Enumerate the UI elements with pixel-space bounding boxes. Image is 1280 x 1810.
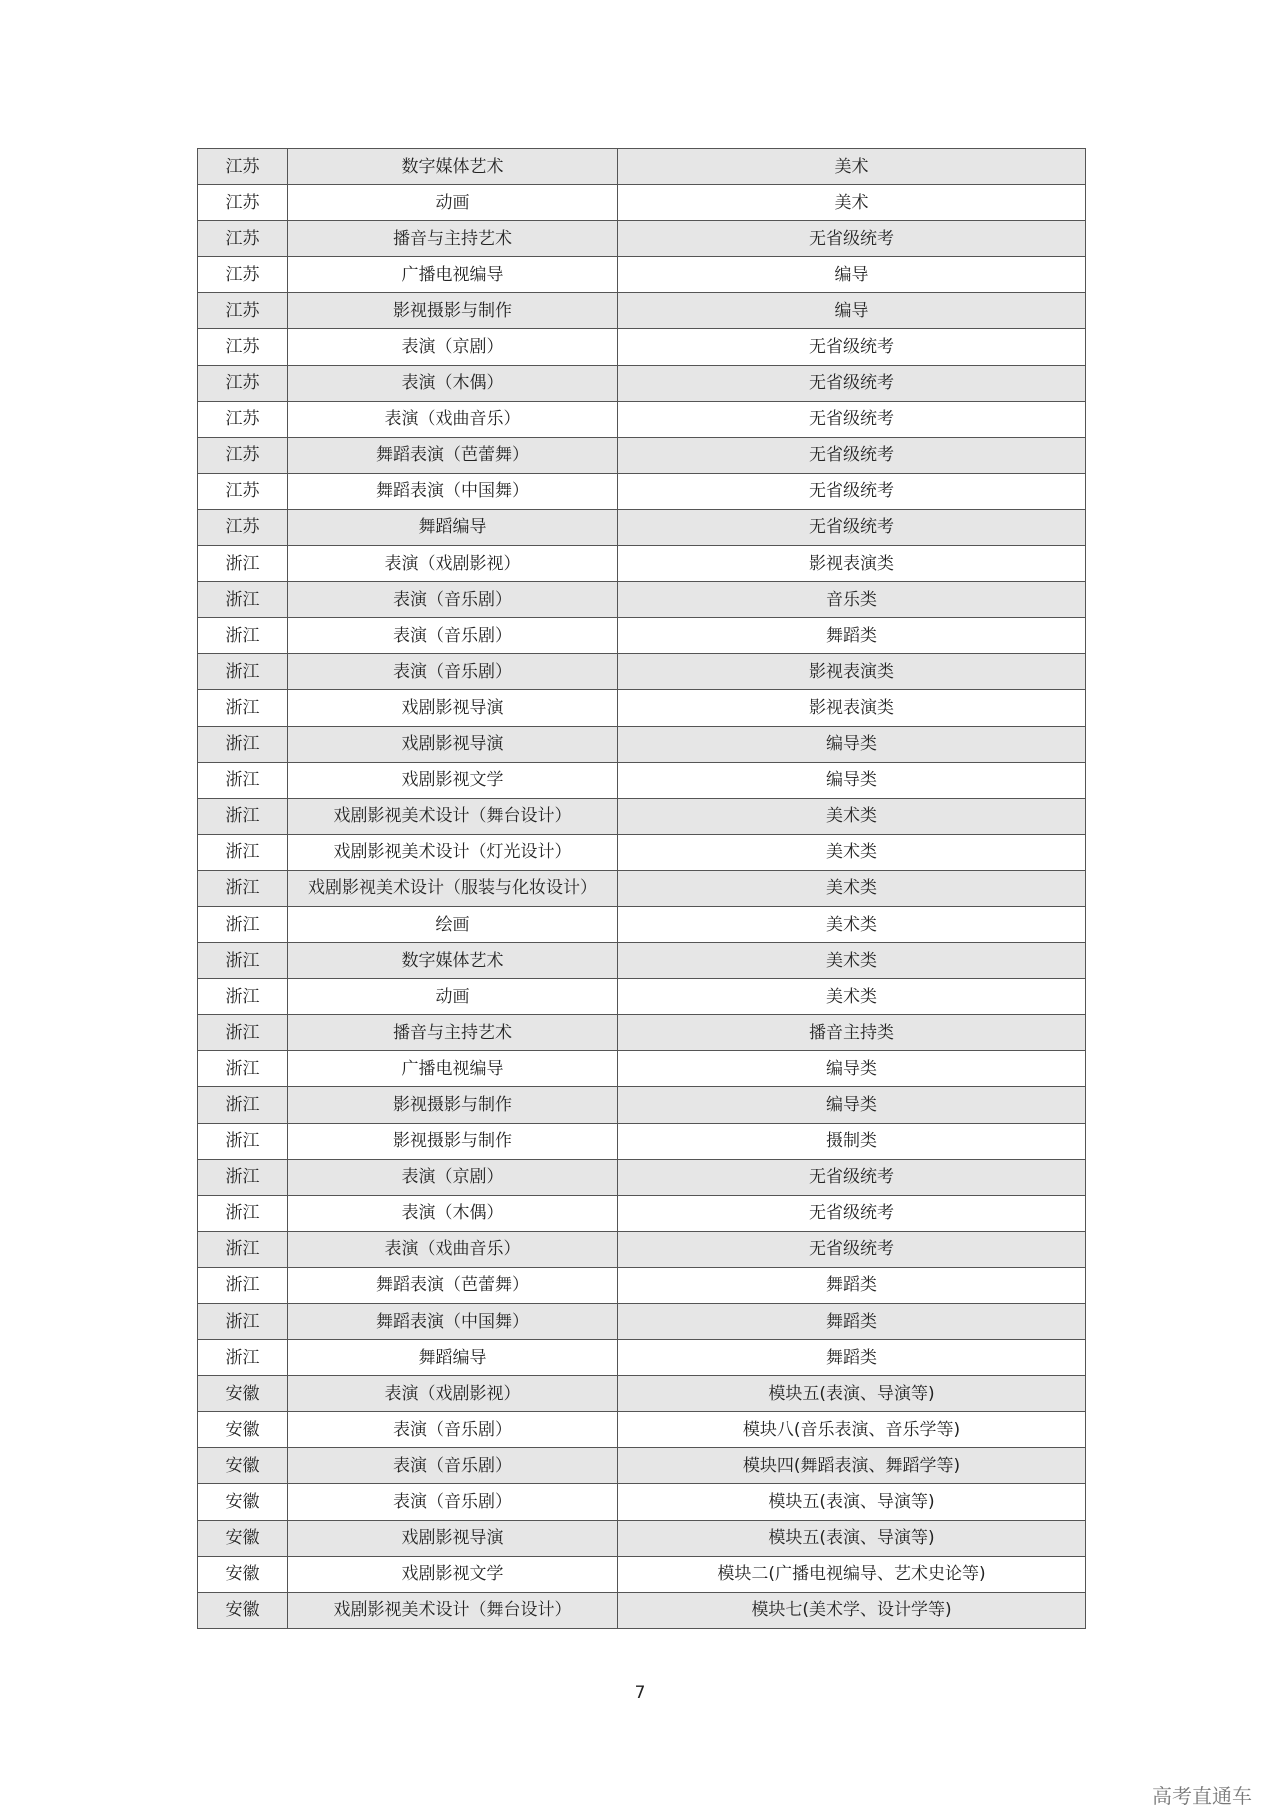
province-cell: 浙江 (198, 1231, 288, 1267)
exam-category-cell: 编导 (618, 293, 1086, 329)
major-cell: 表演（京剧） (288, 1159, 618, 1195)
province-cell: 安徽 (198, 1484, 288, 1520)
exam-category-cell: 美术类 (618, 979, 1086, 1015)
exam-category-cell: 模块四(舞蹈表演、舞蹈学等) (618, 1448, 1086, 1484)
exam-category-cell: 编导类 (618, 1087, 1086, 1123)
table-row (198, 546, 1086, 582)
exam-category-cell: 模块五(表演、导演等) (618, 1520, 1086, 1556)
major-cell: 表演（戏剧影视） (288, 1376, 618, 1412)
province-cell: 安徽 (198, 1592, 288, 1628)
major-cell: 戏剧影视美术设计（舞台设计） (288, 798, 618, 834)
province-cell: 江苏 (198, 401, 288, 437)
province-cell: 浙江 (198, 582, 288, 618)
major-cell: 影视摄影与制作 (288, 1123, 618, 1159)
table-row (198, 1376, 1086, 1412)
table-row (198, 365, 1086, 401)
exam-category-cell: 无省级统考 (618, 329, 1086, 365)
exam-category-cell: 美术类 (618, 798, 1086, 834)
province-cell: 浙江 (198, 1087, 288, 1123)
province-cell: 安徽 (198, 1412, 288, 1448)
data-table (197, 148, 1086, 1629)
province-cell: 浙江 (198, 943, 288, 979)
table-row (198, 943, 1086, 979)
province-cell: 安徽 (198, 1376, 288, 1412)
exam-category-cell: 编导类 (618, 762, 1086, 798)
table-row (198, 834, 1086, 870)
major-cell: 广播电视编导 (288, 1051, 618, 1087)
exam-category-cell: 美术类 (618, 870, 1086, 906)
major-cell: 戏剧影视美术设计（舞台设计） (288, 1592, 618, 1628)
exam-category-cell: 模块二(广播电视编导、艺术史论等) (618, 1556, 1086, 1592)
major-cell: 戏剧影视文学 (288, 762, 618, 798)
table-row (198, 618, 1086, 654)
province-cell: 江苏 (198, 365, 288, 401)
table-row (198, 906, 1086, 942)
exam-category-cell: 模块八(音乐表演、音乐学等) (618, 1412, 1086, 1448)
exam-category-cell: 音乐类 (618, 582, 1086, 618)
major-cell: 表演（木偶） (288, 1195, 618, 1231)
table-row (198, 1304, 1086, 1340)
province-cell: 江苏 (198, 473, 288, 509)
exam-category-cell: 舞蹈类 (618, 618, 1086, 654)
province-cell: 浙江 (198, 1123, 288, 1159)
exam-category-cell: 美术类 (618, 834, 1086, 870)
province-cell: 浙江 (198, 834, 288, 870)
province-cell: 浙江 (198, 654, 288, 690)
major-cell: 戏剧影视导演 (288, 690, 618, 726)
table-row (198, 149, 1086, 185)
province-cell: 浙江 (198, 762, 288, 798)
table-row (198, 473, 1086, 509)
major-cell: 舞蹈编导 (288, 1340, 618, 1376)
table-row (198, 870, 1086, 906)
table-row (198, 1015, 1086, 1051)
table-row (198, 1340, 1086, 1376)
table-row (198, 401, 1086, 437)
major-cell: 舞蹈编导 (288, 509, 618, 545)
table-row (198, 509, 1086, 545)
table-row (198, 329, 1086, 365)
table-row (198, 293, 1086, 329)
major-cell: 表演（音乐剧） (288, 654, 618, 690)
table-row (198, 979, 1086, 1015)
exam-category-cell: 舞蹈类 (618, 1267, 1086, 1303)
province-cell: 安徽 (198, 1520, 288, 1556)
table-row (198, 1267, 1086, 1303)
table-row (198, 1123, 1086, 1159)
exam-category-cell: 美术类 (618, 943, 1086, 979)
table-row (198, 257, 1086, 293)
exam-category-cell: 模块五(表演、导演等) (618, 1484, 1086, 1520)
exam-category-cell: 影视表演类 (618, 690, 1086, 726)
exam-category-cell: 无省级统考 (618, 221, 1086, 257)
exam-category-cell: 无省级统考 (618, 437, 1086, 473)
exam-category-cell: 播音主持类 (618, 1015, 1086, 1051)
province-cell: 江苏 (198, 509, 288, 545)
table-row (198, 798, 1086, 834)
major-cell: 舞蹈表演（中国舞） (288, 1304, 618, 1340)
major-cell: 表演（戏曲音乐） (288, 401, 618, 437)
major-cell: 数字媒体艺术 (288, 943, 618, 979)
major-cell: 戏剧影视美术设计（灯光设计） (288, 834, 618, 870)
major-cell: 表演（音乐剧） (288, 1412, 618, 1448)
exam-category-cell: 舞蹈类 (618, 1340, 1086, 1376)
exam-category-cell: 模块五(表演、导演等) (618, 1376, 1086, 1412)
major-cell: 绘画 (288, 906, 618, 942)
table-row (198, 726, 1086, 762)
major-cell: 表演（京剧） (288, 329, 618, 365)
exam-category-cell: 模块七(美术学、设计学等) (618, 1592, 1086, 1628)
table-row (198, 1195, 1086, 1231)
watermark: 高考直通车 (1152, 1784, 1252, 1808)
exam-category-cell: 无省级统考 (618, 473, 1086, 509)
province-cell: 浙江 (198, 1015, 288, 1051)
major-cell: 表演（音乐剧） (288, 618, 618, 654)
province-cell: 浙江 (198, 1159, 288, 1195)
exam-category-cell: 无省级统考 (618, 1195, 1086, 1231)
page-number: 7 (634, 1683, 646, 1703)
province-cell: 浙江 (198, 1304, 288, 1340)
major-cell: 数字媒体艺术 (288, 149, 618, 185)
province-cell: 江苏 (198, 149, 288, 185)
table-row (198, 582, 1086, 618)
exam-category-cell: 编导类 (618, 1051, 1086, 1087)
major-cell: 动画 (288, 979, 618, 1015)
table-row (198, 185, 1086, 221)
major-cell: 表演（戏剧影视） (288, 546, 618, 582)
exam-category-cell: 无省级统考 (618, 509, 1086, 545)
table-row (198, 654, 1086, 690)
exam-category-cell: 美术 (618, 185, 1086, 221)
exam-category-cell: 摄制类 (618, 1123, 1086, 1159)
province-cell: 安徽 (198, 1448, 288, 1484)
table-row (198, 1592, 1086, 1628)
province-cell: 浙江 (198, 726, 288, 762)
table-row (198, 221, 1086, 257)
exam-category-cell: 美术 (618, 149, 1086, 185)
major-cell: 舞蹈表演（芭蕾舞） (288, 1267, 618, 1303)
table-row (198, 690, 1086, 726)
province-cell: 江苏 (198, 257, 288, 293)
province-cell: 浙江 (198, 546, 288, 582)
major-cell: 舞蹈表演（中国舞） (288, 473, 618, 509)
province-cell: 浙江 (198, 618, 288, 654)
province-cell: 浙江 (198, 1051, 288, 1087)
province-cell: 浙江 (198, 1340, 288, 1376)
exam-category-cell: 编导类 (618, 726, 1086, 762)
exam-category-cell: 美术类 (618, 906, 1086, 942)
major-cell: 表演（戏曲音乐） (288, 1231, 618, 1267)
table-body (198, 149, 1086, 1629)
table-row (198, 437, 1086, 473)
province-cell: 浙江 (198, 1267, 288, 1303)
table-row (198, 1087, 1086, 1123)
major-cell: 表演（音乐剧） (288, 1448, 618, 1484)
province-cell: 浙江 (198, 690, 288, 726)
table-row (198, 762, 1086, 798)
exam-category-cell: 影视表演类 (618, 546, 1086, 582)
province-cell: 江苏 (198, 185, 288, 221)
exam-category-cell: 影视表演类 (618, 654, 1086, 690)
major-cell: 播音与主持艺术 (288, 221, 618, 257)
exam-category-cell: 无省级统考 (618, 1159, 1086, 1195)
table-row (198, 1231, 1086, 1267)
major-cell: 戏剧影视导演 (288, 726, 618, 762)
table-row (198, 1051, 1086, 1087)
table-row (198, 1412, 1086, 1448)
major-cell: 表演（音乐剧） (288, 1484, 618, 1520)
table-row (198, 1520, 1086, 1556)
province-cell: 安徽 (198, 1556, 288, 1592)
major-cell: 戏剧影视美术设计（服装与化妆设计） (288, 870, 618, 906)
province-cell: 江苏 (198, 221, 288, 257)
province-cell: 浙江 (198, 979, 288, 1015)
province-cell: 浙江 (198, 798, 288, 834)
major-cell: 表演（音乐剧） (288, 582, 618, 618)
major-cell: 舞蹈表演（芭蕾舞） (288, 437, 618, 473)
major-cell: 影视摄影与制作 (288, 293, 618, 329)
table-row (198, 1556, 1086, 1592)
table-row (198, 1448, 1086, 1484)
province-cell: 江苏 (198, 293, 288, 329)
table-row (198, 1159, 1086, 1195)
province-cell: 浙江 (198, 870, 288, 906)
exam-category-cell: 舞蹈类 (618, 1304, 1086, 1340)
major-cell: 影视摄影与制作 (288, 1087, 618, 1123)
exam-category-cell: 无省级统考 (618, 1231, 1086, 1267)
exam-category-cell: 无省级统考 (618, 365, 1086, 401)
major-cell: 戏剧影视文学 (288, 1556, 618, 1592)
province-cell: 江苏 (198, 437, 288, 473)
major-cell: 表演（木偶） (288, 365, 618, 401)
exam-category-cell: 编导 (618, 257, 1086, 293)
province-cell: 浙江 (198, 1195, 288, 1231)
province-cell: 浙江 (198, 906, 288, 942)
major-cell: 戏剧影视导演 (288, 1520, 618, 1556)
major-cell: 广播电视编导 (288, 257, 618, 293)
major-cell: 播音与主持艺术 (288, 1015, 618, 1051)
exam-category-cell: 无省级统考 (618, 401, 1086, 437)
major-cell: 动画 (288, 185, 618, 221)
province-cell: 江苏 (198, 329, 288, 365)
table-row (198, 1484, 1086, 1520)
